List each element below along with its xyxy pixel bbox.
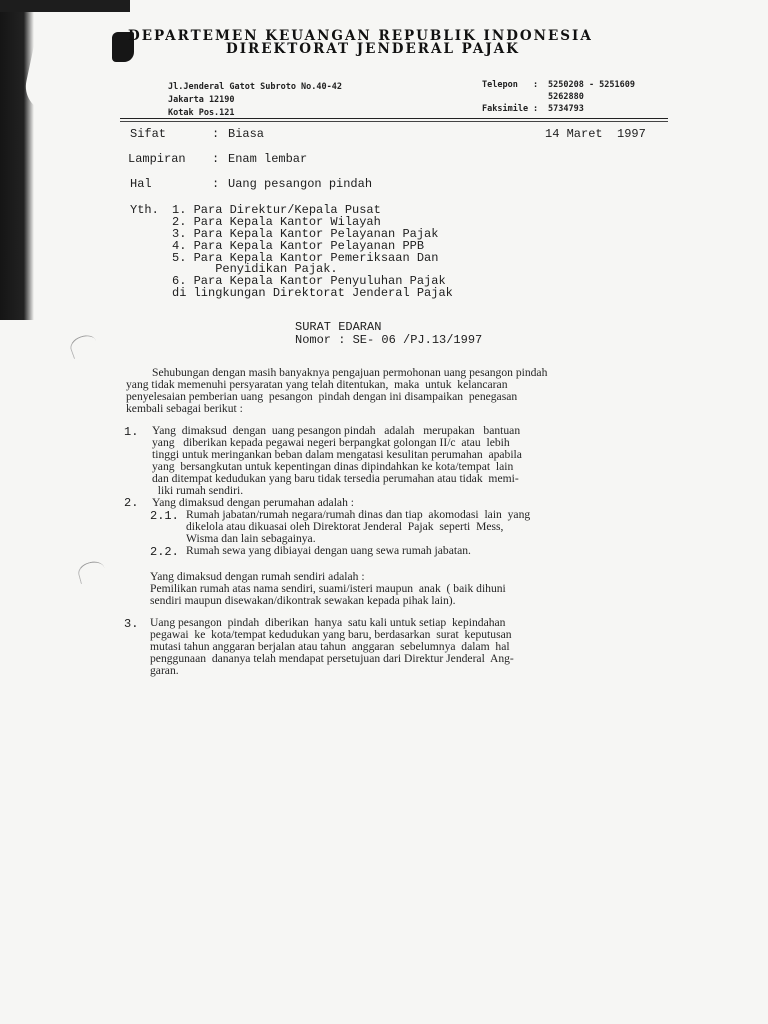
addressee-1: 1. Para Direktur/Kepala Pusat <box>172 203 381 217</box>
point-1-line-6: liki rumah sendiri. <box>152 484 244 497</box>
scan-shadow-left <box>0 0 34 320</box>
addressee-5-cont: Penyidikan Pajak. <box>172 262 338 276</box>
fax-number: 5734793 <box>548 104 584 114</box>
addressee-5: 5. Para Kepala Kantor Pemeriksaan Dan <box>172 251 439 265</box>
sifat-colon: : <box>212 127 220 141</box>
own-house-line-2: sendiri maupun disewakan/dikontrak sewakan kepada pihak lain). <box>150 594 456 607</box>
yth-label: Yth. <box>130 203 159 217</box>
point-2-1-line-2: dikelola atau dikuasai oleh Direktorat Jenderal Pajak seperti Mess, <box>186 520 504 533</box>
addressee-4: 4. Para Kepala Kantor Pelayanan PPB <box>172 239 425 253</box>
addressee-closing: di lingkungan Direktorat Jenderal Pajak <box>172 286 453 300</box>
phone-number-2: 5262880 <box>548 92 584 102</box>
addressee-3: 3. Para Kepala Kantor Pelayanan Pajak <box>172 227 439 241</box>
punch-hole-top <box>68 332 100 359</box>
point-2-1-number: 2.1. <box>150 509 179 523</box>
point-1-line-2: yang diberikan kepada pegawai negeri berpangkat golongan II/c atau lebih <box>152 436 510 449</box>
point-2-1-line-1: Rumah jabatan/rumah negara/rumah dinas dan tiap akomodasi lain yang <box>186 508 531 521</box>
point-1-line-4: yang bersangkutan untuk kepentingan dinas dipindahkan ke kota/tempat lain <box>152 460 514 473</box>
hal-value: Uang pesangon pindah <box>228 177 373 191</box>
lampiran-value: Enam lembar <box>228 152 308 166</box>
phone-colon: : <box>533 80 539 90</box>
punch-hole-bottom <box>76 559 107 584</box>
point-2-2-text: Rumah sewa yang dibiayai dengan uang sewa rumah jabatan. <box>186 544 471 557</box>
intro-line-4: kembali sebagai berikut : <box>126 402 243 415</box>
fax-label: Faksimile <box>482 104 529 114</box>
point-3-line-4: penggunaan dananya telah mendapat persetujuan dari Direktur Jenderal Ang- <box>150 652 514 665</box>
addressee-2: 2. Para Kepala Kantor Wilayah <box>172 215 381 229</box>
phone-number-1: 5250208 - 5251609 <box>548 80 635 90</box>
circular-number: Nomor : SE- 06 /PJ.13/1997 <box>295 333 483 347</box>
sifat-label: Sifat <box>130 127 167 141</box>
sifat-value: Biasa <box>228 127 265 141</box>
intro-line-1: Sehubungan dengan masih banyaknya pengajuan permohonan uang pesangon pindah <box>152 366 548 379</box>
letterhead-rule <box>120 118 668 119</box>
point-1-line-1: Yang dimaksud dengan uang pesangon pindah adalah merupakan bantuan <box>152 424 521 437</box>
point-2-heading: Yang dimaksud dengan perumahan adalah : <box>152 496 354 509</box>
addressee-6: 6. Para Kepala Kantor Penyuluhan Pajak <box>172 274 446 288</box>
letterhead-directorate: DIREKTORAT JENDERAL PAJAK <box>226 41 520 57</box>
point-1-line-3: tinggi untuk meringankan beban dalam mengatasi kesulitan perumahan apabila <box>152 448 522 461</box>
point-1-line-5: dan ditempat kedudukan yang baru tidak tersedia perumahan atau tidak memi- <box>152 472 519 485</box>
circular-title: SURAT EDARAN <box>295 320 382 334</box>
hal-label: Hal <box>130 177 152 191</box>
point-3-line-1: Uang pesangon pindah diberikan hanya satu kali untuk setiap kepindahan <box>150 616 506 629</box>
point-2-2-number: 2.2. <box>150 545 179 559</box>
address-pobox: Kotak Pos.121 <box>168 108 235 118</box>
phone-label: Telepon <box>482 80 518 90</box>
point-3-line-2: pegawai ke kota/tempat kedudukan yang baru, berdasarkan surat keputusan <box>150 628 512 641</box>
point-2-1-line-3: Wisma dan lain sebagainya. <box>186 532 316 545</box>
point-1-number: 1. <box>124 425 139 439</box>
point-3-line-3: mutasi tahun anggaran berjalan atau tahun anggaran sebelumnya dalam hal <box>150 640 510 653</box>
address-city: Jakarta 12190 <box>168 95 235 105</box>
point-3-line-5: garan. <box>150 664 179 677</box>
letterhead-rule-thin <box>120 121 668 122</box>
lampiran-colon: : <box>212 152 220 166</box>
point-3-number: 3. <box>124 617 139 631</box>
lampiran-label: Lampiran <box>128 152 186 166</box>
fax-colon: : <box>533 104 539 114</box>
own-house-heading: Yang dimaksud dengan rumah sendiri adalah : <box>150 570 365 583</box>
point-2-number: 2. <box>124 496 139 510</box>
letter-date: 14 Maret 1997 <box>545 127 646 141</box>
intro-line-3: penyelesaian pemberian uang pesangon pindah dengan ini disampaikan penegasan <box>126 390 518 403</box>
scan-shadow-top <box>0 0 130 12</box>
intro-line-2: yang tidak memenuhi persyaratan yang telah ditentukan, maka untuk kelancaran <box>126 378 508 391</box>
own-house-line-1: Pemilikan rumah atas nama sendiri, suami/isteri maupun anak ( baik dihuni <box>150 582 506 595</box>
letterhead-ministry: DEPARTEMEN KEUANGAN REPUBLIK INDONESIA <box>128 28 593 44</box>
address-street: Jl.Jenderal Gatot Subroto No.40-42 <box>168 82 342 92</box>
hal-colon: : <box>212 177 220 191</box>
